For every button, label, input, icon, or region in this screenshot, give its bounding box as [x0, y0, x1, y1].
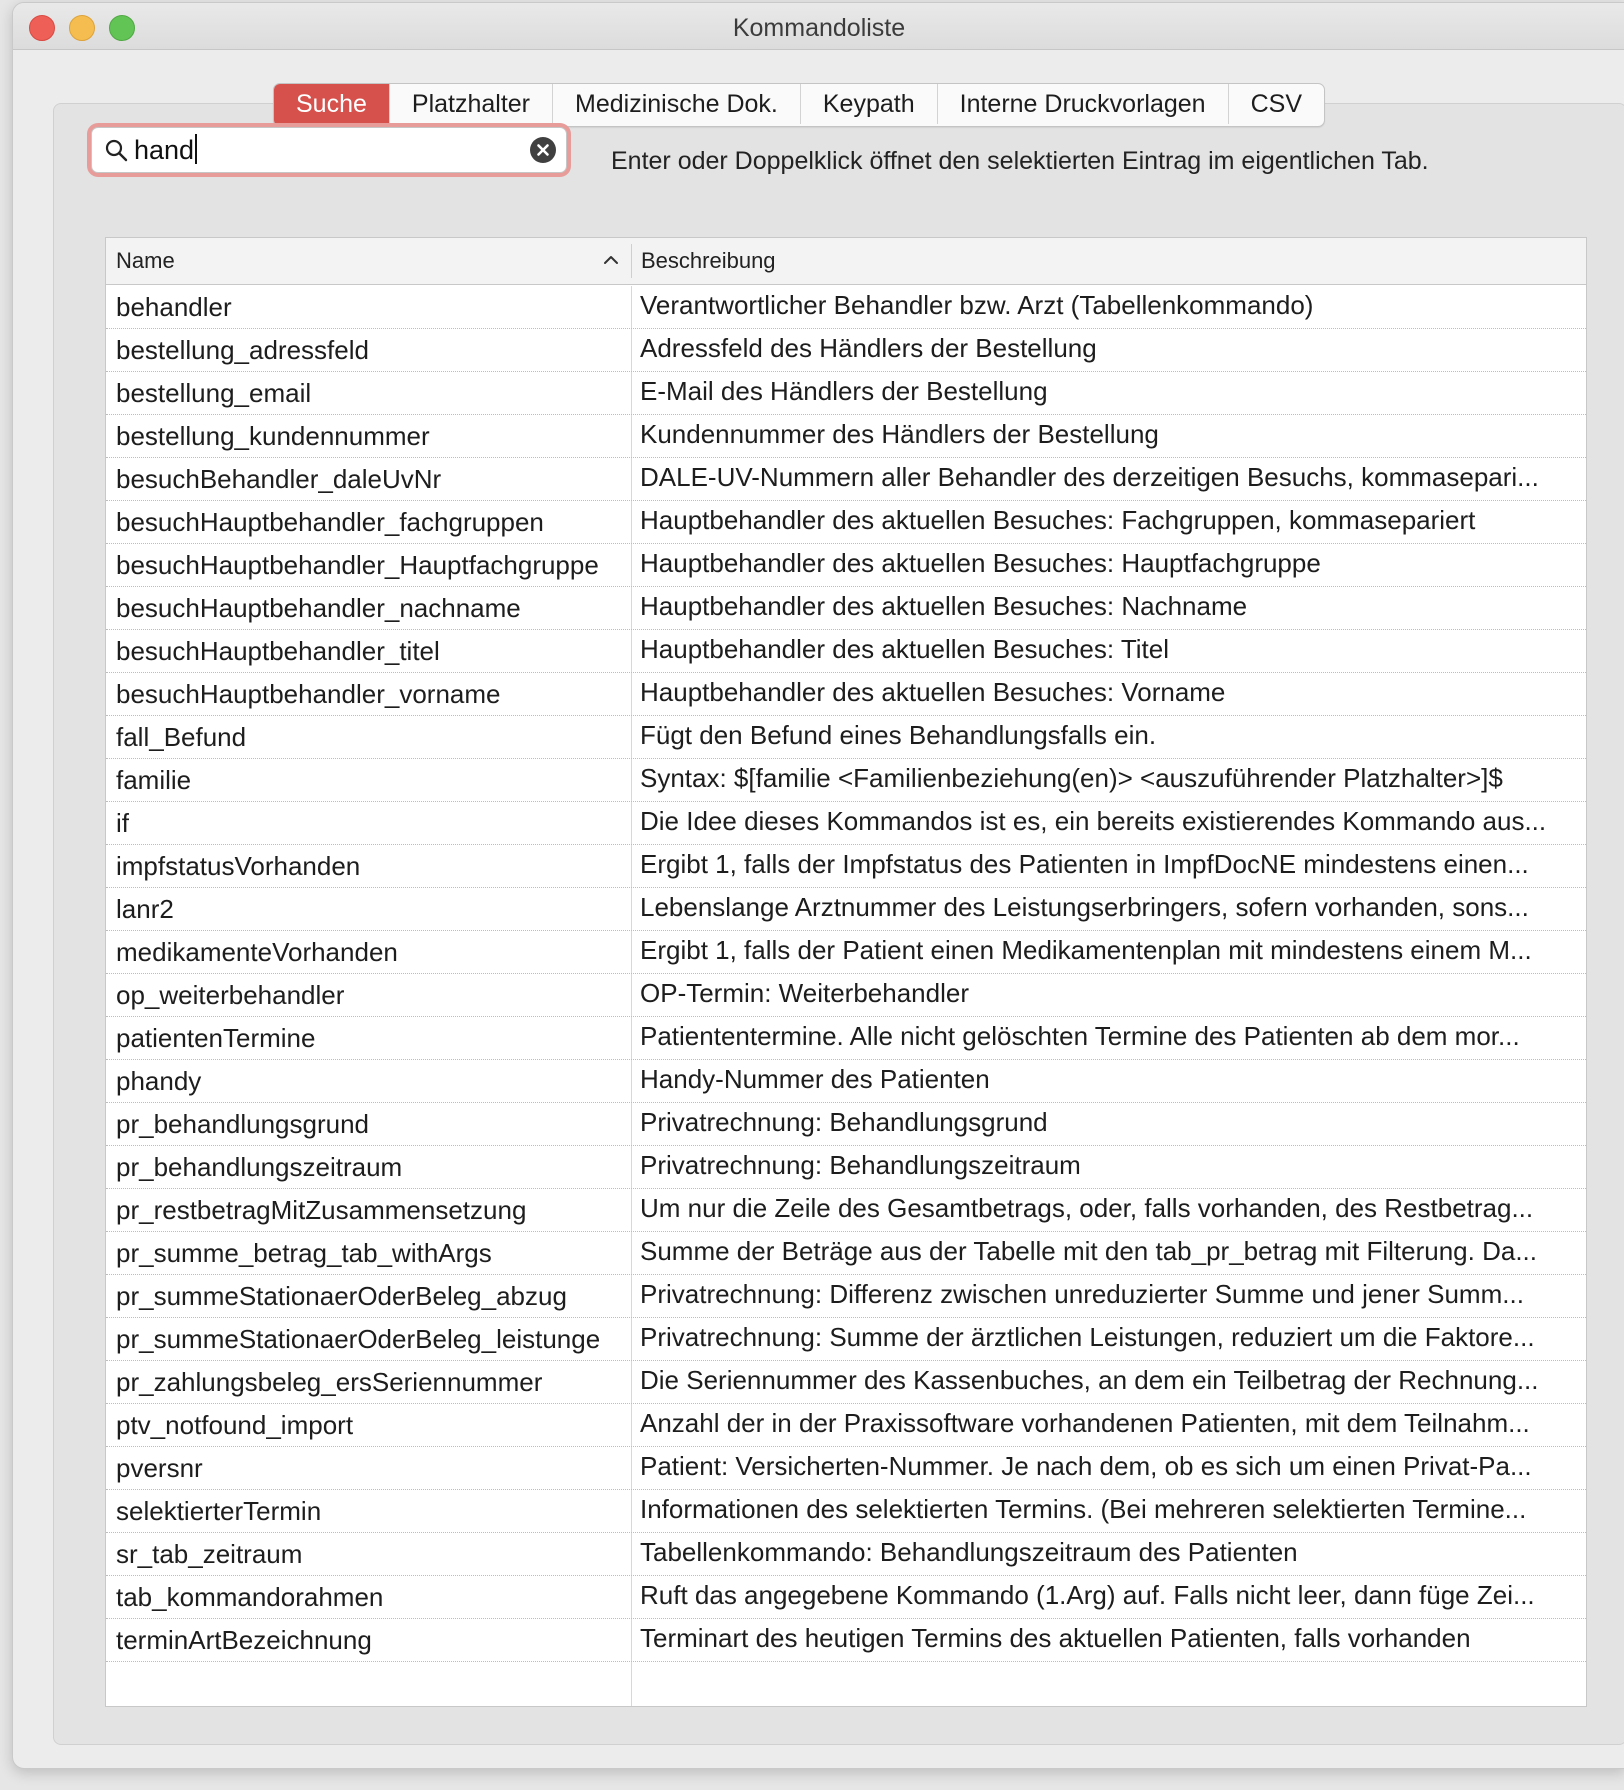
table-row[interactable] — [106, 587, 1586, 630]
cell-description: Fügt den Befund eines Behandlungsfalls ein. — [640, 720, 1157, 750]
cell-description: Hauptbehandler des aktuellen Besuches: Vorname — [640, 677, 1226, 707]
tab-csv[interactable]: CSV — [1250, 90, 1302, 118]
cell-description: OP-Termin: Weiterbehandler — [640, 978, 969, 1008]
clear-search-icon[interactable] — [530, 137, 556, 163]
cell-name: pr_summe_betrag_tab_withArgs — [116, 1238, 492, 1268]
tab-keypath[interactable]: Keypath — [801, 84, 938, 124]
table-row[interactable] — [106, 802, 1586, 845]
cell-name: pr_restbetragMitZusammensetzung — [116, 1195, 527, 1225]
cell-name: impfstatusVorhanden — [116, 851, 361, 881]
cell-description: Ergibt 1, falls der Impfstatus des Patienten in ImpfDocNE mindestens einen... — [640, 849, 1529, 879]
cell-description: Adressfeld des Händlers der Bestellung — [640, 333, 1097, 363]
cell-name: besuchHauptbehandler_Hauptfachgruppe — [116, 550, 599, 580]
cell-description: Privatrechnung: Differenz zwischen unreduzierter Summe und jener Summ... — [640, 1279, 1524, 1309]
cell-name: ptv_notfound_import — [116, 1410, 354, 1440]
window-title: Kommandoliste — [732, 14, 906, 42]
cell-name: tab_kommandorahmen — [116, 1582, 384, 1612]
cell-description: Anzahl der in der Praxissoftware vorhandenen Patienten, mit dem Teilnahm... — [640, 1408, 1530, 1438]
table-row[interactable] — [106, 931, 1586, 974]
cell-name: besuchBehandler_daleUvNr — [116, 464, 442, 494]
cell-name: besuchHauptbehandler_nachname — [116, 593, 521, 623]
table-row[interactable] — [106, 544, 1586, 587]
cell-name: pr_behandlungszeitraum — [116, 1152, 403, 1182]
cell-name: pr_summeStationaerOderBeleg_leistunge — [116, 1324, 601, 1354]
cell-description: Um nur die Zeile des Gesamtbetrags, oder, falls vorhanden, des Restbetrag... — [640, 1193, 1534, 1223]
table-row[interactable] — [106, 1146, 1586, 1189]
sort-ascending-icon[interactable] — [602, 250, 620, 270]
table-row[interactable] — [106, 329, 1586, 372]
table-row[interactable] — [106, 1275, 1586, 1318]
tab-suche[interactable]: Suche — [274, 84, 390, 124]
table-row[interactable] — [106, 1490, 1586, 1533]
table-row[interactable] — [106, 1318, 1586, 1361]
title-bar — [13, 3, 1624, 50]
cell-description: Hauptbehandler des aktuellen Besuches: Hauptfachgruppe — [640, 548, 1321, 578]
table-row[interactable] — [106, 1361, 1586, 1404]
cell-name: terminArtBezeichnung — [116, 1625, 372, 1655]
table-row[interactable] — [106, 1447, 1586, 1490]
cell-name: pr_summeStationaerOderBeleg_abzug — [116, 1281, 567, 1311]
cell-description: Privatrechnung: Behandlungsgrund — [640, 1107, 1048, 1137]
cell-description: Handy-Nummer des Patienten — [640, 1064, 990, 1094]
table-row[interactable] — [106, 1404, 1586, 1447]
cell-name: patientenTermine — [116, 1023, 316, 1053]
cell-name: bestellung_adressfeld — [116, 335, 369, 365]
cell-description: Privatrechnung: Behandlungszeitraum — [640, 1150, 1081, 1180]
table-row[interactable] — [106, 630, 1586, 673]
search-input[interactable] — [91, 127, 567, 173]
table-row[interactable] — [106, 1060, 1586, 1103]
cell-description: Tabellenkommando: Behandlungszeitraum des Patienten — [640, 1537, 1298, 1567]
cell-description: Syntax: $[familie <Familienbeziehung(en)> <auszuführender Platzhalter>]$ — [640, 763, 1503, 793]
cell-description: Hauptbehandler des aktuellen Besuches: Fachgruppen, kommasepariert — [640, 505, 1476, 535]
table-row[interactable] — [106, 1619, 1586, 1662]
cell-description: Patiententermine. Alle nicht gelöschten Termine des Patienten ab dem mor... — [640, 1021, 1520, 1051]
table-row[interactable] — [106, 501, 1586, 544]
table-row[interactable] — [106, 1103, 1586, 1146]
table-row[interactable] — [106, 1533, 1586, 1576]
cell-description: Privatrechnung: Summe der ärztlichen Leistungen, reduziert um die Faktore... — [640, 1322, 1535, 1352]
column-header-name[interactable]: Name — [116, 248, 175, 273]
cell-description: E-Mail des Händlers der Bestellung — [640, 376, 1048, 406]
tab-medizinische-dok[interactable]: Medizinische Dok. — [553, 84, 801, 124]
column-header-description[interactable]: Beschreibung — [641, 248, 776, 273]
cell-description: Terminart des heutigen Termins des aktuellen Patienten, falls vorhanden — [640, 1623, 1471, 1653]
cell-name: bestellung_kundennummer — [116, 421, 430, 451]
table-row[interactable] — [106, 1017, 1586, 1060]
cell-name: fall_Befund — [116, 722, 247, 752]
cell-name: selektierterTermin — [116, 1496, 322, 1526]
cell-name: bestellung_email — [116, 378, 312, 408]
tab-interne-druckvorlagen[interactable]: Interne Druckvorlagen — [938, 84, 1229, 124]
table-row[interactable] — [106, 458, 1586, 501]
command-table[interactable] — [105, 237, 1587, 1707]
cell-description: Summe der Beträge aus der Tabelle mit den tab_pr_betrag mit Filterung. Da... — [640, 1236, 1537, 1266]
table-row[interactable] — [106, 974, 1586, 1017]
cell-name: behandler — [116, 292, 232, 322]
table-row[interactable] — [106, 372, 1586, 415]
table-row[interactable] — [106, 888, 1586, 931]
search-value: hand — [134, 134, 197, 166]
cell-description: Verantwortlicher Behandler bzw. Arzt (Tabellenkommando) — [640, 290, 1314, 320]
table-row[interactable] — [106, 673, 1586, 716]
command-list-window — [12, 2, 1624, 1769]
table-header — [106, 238, 1586, 285]
cell-name: sr_tab_zeitraum — [116, 1539, 303, 1569]
cell-name: pr_behandlungsgrund — [116, 1109, 369, 1139]
table-row[interactable] — [106, 1232, 1586, 1275]
cell-name: lanr2 — [116, 894, 174, 924]
cell-name: phandy — [116, 1066, 202, 1096]
cell-description: DALE-UV-Nummern aller Behandler des derzeitigen Besuchs, kommasepari... — [640, 462, 1539, 492]
cell-name: op_weiterbehandler — [116, 980, 345, 1010]
table-row[interactable] — [106, 845, 1586, 888]
column-divider[interactable] — [631, 244, 632, 278]
cell-name: pr_zahlungsbeleg_ersSeriennummer — [116, 1367, 543, 1397]
text-caret — [195, 134, 197, 164]
hint-text: Enter oder Doppelklick öffnet den selektierten Eintrag im eigentlichen Tab. — [611, 147, 1429, 175]
cell-description: Die Idee dieses Kommandos ist es, ein bereits existierendes Kommando aus... — [640, 806, 1547, 836]
cell-name: besuchHauptbehandler_fachgruppen — [116, 507, 544, 537]
table-row[interactable] — [106, 286, 1586, 329]
tab-bar — [273, 83, 1325, 127]
table-row[interactable] — [106, 1189, 1586, 1232]
cell-description: Die Seriennummer des Kassenbuches, an dem ein Teilbetrag der Rechnung... — [640, 1365, 1539, 1395]
cell-description: Hauptbehandler des aktuellen Besuches: Nachname — [640, 591, 1248, 621]
cell-name: pversnr — [116, 1453, 203, 1483]
cell-description: Ruft das angegebene Kommando (1.Arg) auf. Falls nicht leer, dann füge Zei... — [640, 1580, 1535, 1610]
tab-platzhalter[interactable]: Platzhalter — [390, 84, 553, 124]
search-icon — [104, 138, 128, 162]
cell-name: medikamenteVorhanden — [116, 937, 398, 967]
cell-description: Kundennummer des Händlers der Bestellung — [640, 419, 1159, 449]
cell-name: besuchHauptbehandler_titel — [116, 636, 440, 666]
cell-description: Ergibt 1, falls der Patient einen Medikamentenplan mit mindestens einem M... — [640, 935, 1532, 965]
cell-name: besuchHauptbehandler_vorname — [116, 679, 501, 709]
table-body — [106, 286, 1586, 1662]
cell-description: Informationen des selektierten Termins. (Bei mehreren selektierten Termine... — [640, 1494, 1527, 1524]
cell-description: Lebenslange Arztnummer des Leistungserbringers, sofern vorhanden, sons... — [640, 892, 1529, 922]
cell-name: if — [116, 808, 129, 838]
cell-name: familie — [116, 765, 192, 795]
table-row[interactable] — [106, 716, 1586, 759]
cell-description: Hauptbehandler des aktuellen Besuches: Titel — [640, 634, 1170, 664]
cell-description: Patient: Versicherten-Nummer. Je nach dem, ob es sich um einen Privat-Pa... — [640, 1451, 1532, 1481]
table-row[interactable] — [106, 1576, 1586, 1619]
table-row[interactable] — [106, 415, 1586, 458]
table-row[interactable] — [106, 759, 1586, 802]
